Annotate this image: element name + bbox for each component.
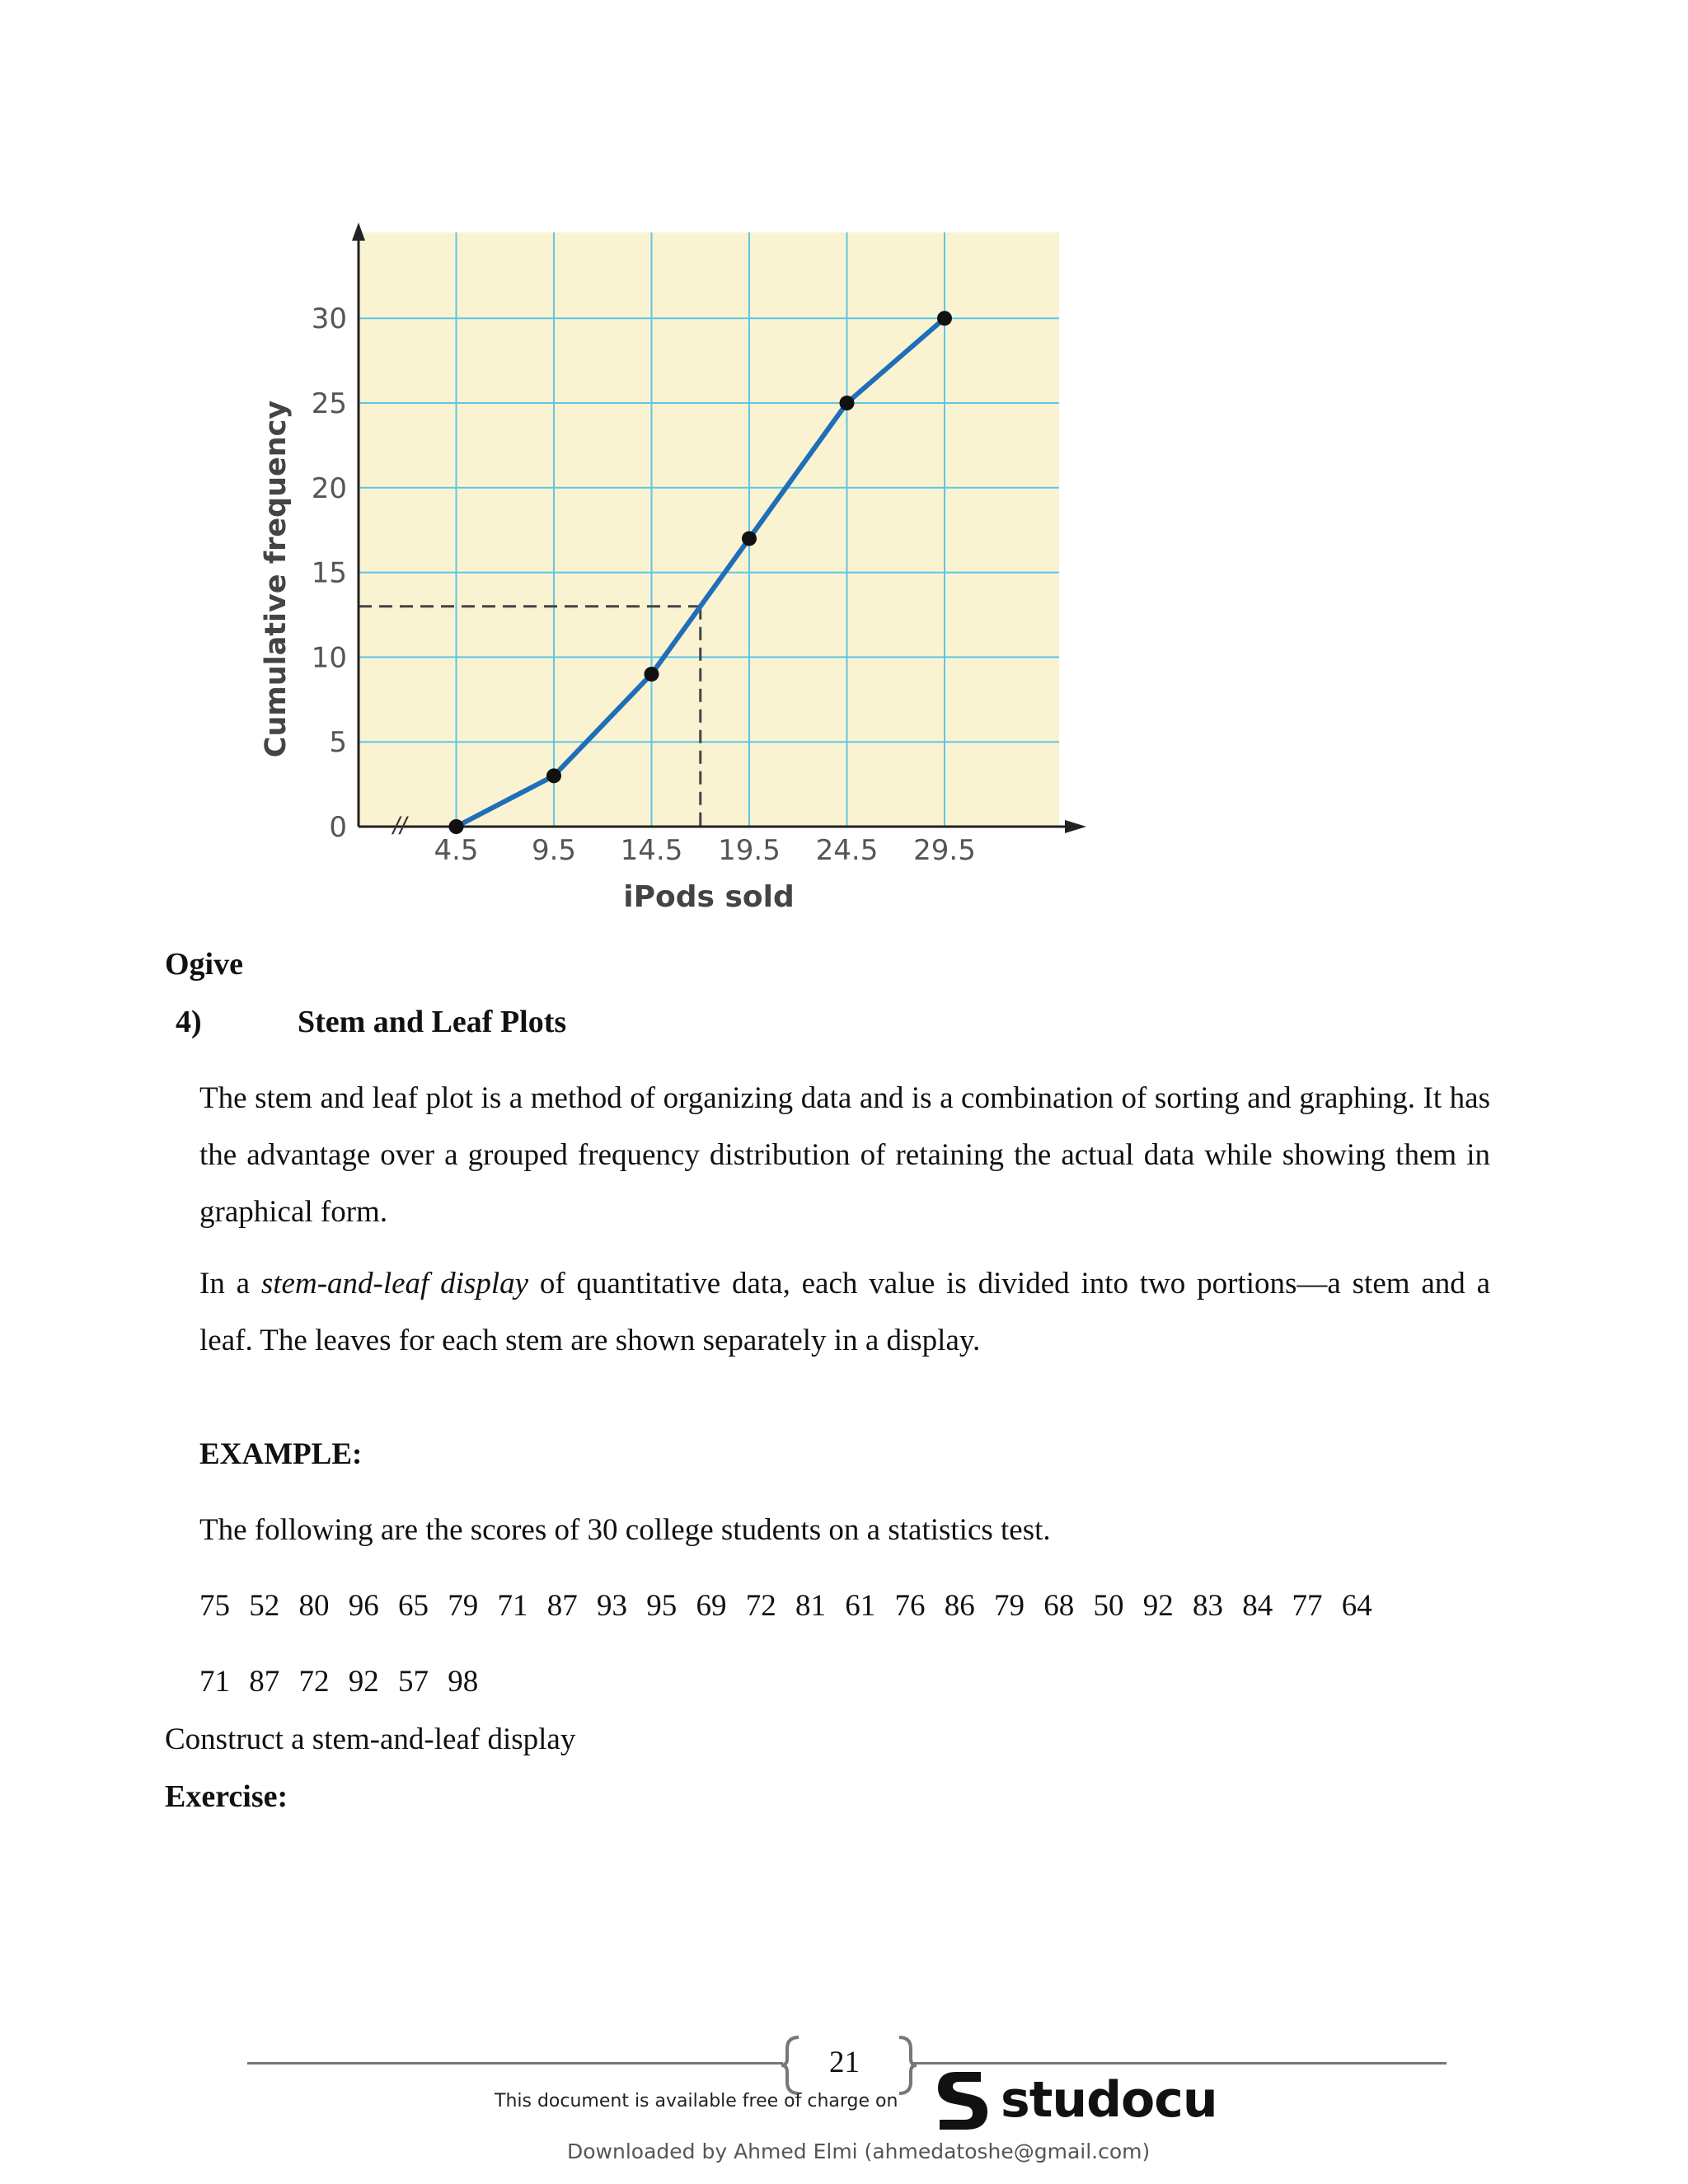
availability-note: This document is available free of charge on: [495, 2091, 898, 2111]
footer-rule-right: [911, 2062, 1447, 2064]
axis-break-mark: //: [392, 813, 407, 840]
downloaded-by-note: Downloaded by Ahmed Elmi (ahmedatoshe@gmail.com): [567, 2139, 1151, 2163]
paragraph-stem-leaf-intro: The stem and leaf plot is a method of organizing data and is a combination of sorting and graphing. It has the advantage over a grouped frequency distribution of retaining the actual data while showing them in graphical form.: [199, 1081, 1490, 1229]
x-tick-label: 14.5: [620, 834, 683, 867]
x-tick-label: 4.5: [434, 834, 479, 867]
ogive-chart: [247, 223, 1088, 931]
y-axis-arrow-icon: [352, 223, 365, 241]
example-heading: EXAMPLE:: [199, 1437, 363, 1471]
y-tick-label: 0: [329, 811, 347, 844]
exercise-heading: Exercise:: [165, 1779, 288, 1814]
y-tick-label: 30: [311, 302, 347, 336]
scores-row-2: 71 87 72 92 57 98: [199, 1665, 479, 1699]
data-point: [840, 396, 855, 410]
x-tick-label: 29.5: [913, 834, 976, 867]
y-axis-label: Cumulative frequency: [260, 400, 293, 758]
x-tick-label: 24.5: [815, 834, 879, 867]
data-point: [645, 667, 659, 682]
term-stem-and-leaf-display: stem-and-leaf display: [260, 1267, 529, 1301]
y-tick-label: 5: [329, 726, 347, 760]
page-number: 21: [829, 2046, 860, 2079]
section-number: 4): [176, 1005, 202, 1039]
data-point: [742, 531, 757, 546]
x-tick-label: 19.5: [718, 834, 781, 867]
data-point: [546, 768, 561, 783]
footer-rule-left: [247, 2062, 783, 2064]
left-brace-icon: [779, 2034, 804, 2097]
section-title: Stem and Leaf Plots: [298, 1005, 567, 1039]
plot-background: [359, 232, 1059, 827]
paragraph-stem-leaf-definition: [199, 1255, 1490, 1369]
y-tick-label: 25: [311, 387, 347, 420]
scores-row-1: 75 52 80 96 65 79 71 87 93 95 69 72 81 61 76 86 79 68 50 92 83 84 77 64: [199, 1589, 1372, 1623]
data-point: [937, 311, 952, 326]
paragraph-text-before: In a: [199, 1267, 261, 1301]
y-tick-label: 20: [311, 471, 347, 505]
y-tick-label: 15: [311, 556, 347, 590]
paragraph-text-after: of quantitative data, each value is divided into two portions—a stem and a leaf. The leaves for each stem are shown separately in a display.: [199, 1267, 1490, 1357]
figure-caption: Ogive: [165, 947, 243, 982]
data-point: [449, 819, 464, 834]
ogive-chart-svg: [247, 223, 1088, 931]
right-brace-icon: [894, 2034, 919, 2097]
example-intro: The following are the scores of 30 college students on a statistics test.: [199, 1513, 1051, 1547]
y-tick-label: 10: [311, 641, 347, 675]
x-tick-label: 9.5: [531, 834, 577, 867]
x-axis-label: iPods sold: [623, 880, 795, 914]
construct-instruction: Construct a stem-and-leaf display: [165, 1722, 576, 1756]
x-axis-arrow-icon: [1065, 820, 1086, 833]
studocu-wordmark: studocu: [1001, 2071, 1217, 2129]
studocu-logo-icon: [931, 2067, 994, 2133]
section-heading: [176, 1004, 566, 1040]
studocu-brand[interactable]: [931, 2067, 1217, 2133]
